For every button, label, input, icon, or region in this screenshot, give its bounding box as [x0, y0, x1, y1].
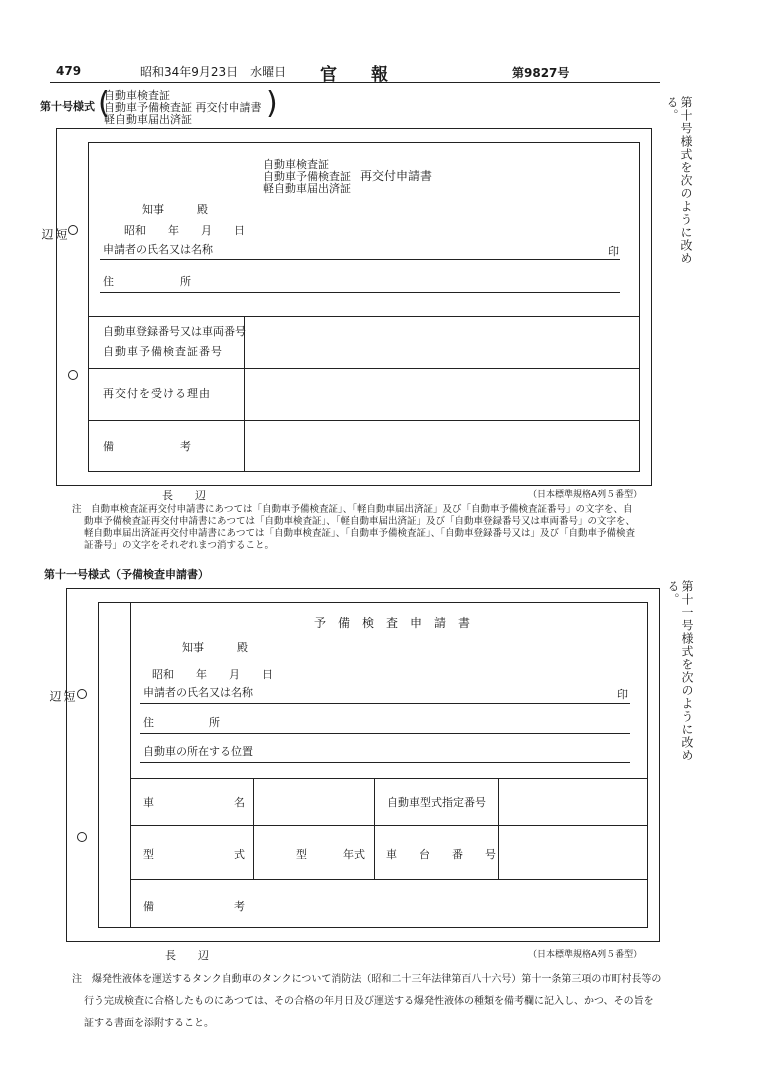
form-10-remarks-label: 備 考	[103, 440, 191, 453]
form-10-note-line-1: 注 自動車検査証再交付申請書にあつては「自動車予備検査証」、「軽自動車届出済証」及び「自動車予備検査証番号」の文字を、自	[72, 504, 633, 515]
form-11-model-year-label-a: 型	[296, 848, 307, 861]
form-11-title: 予 備 検 査 申 請 書	[314, 616, 471, 630]
form-11-applicant-label: 申請者の氏名又は名称	[143, 686, 253, 699]
form-10-long-side-label: 長 辺	[162, 489, 206, 502]
publication-title: 官 報	[320, 65, 388, 85]
form-10-punch-hole-lower	[68, 370, 78, 380]
form-11-chassis-number-label: 車 台 番 号	[386, 848, 496, 861]
header-rule	[50, 82, 660, 83]
form-10-title-suffix: 再交付申請書	[360, 169, 433, 183]
form-11-address-label: 住 所	[143, 716, 220, 729]
form-10-title-line-3: 軽自動車届出済証	[263, 182, 351, 195]
form-10-address-line	[100, 292, 620, 293]
form-10-title-line-1: 自動車検査証	[263, 158, 329, 171]
form-11-standard-label: （日本標準規格A列５番型）	[528, 950, 643, 960]
form-11-remarks-label-a: 備	[143, 900, 154, 913]
issue-number: 第9827号	[512, 66, 570, 80]
form-11-row-line-1	[131, 825, 648, 826]
form-11-remarks-label-b: 考	[234, 900, 245, 913]
form-11-note-line-1: 注 爆発性液体を運送するタンク自動車のタンクについて消防法（昭和二十三年法律第百八十六号）第十一条第三項の市町村長等の	[72, 974, 662, 985]
form-11-date-line: 昭和 年 月 日	[152, 668, 273, 681]
form-10-bracket-line-2: 自動車予備検査証 再交付申請書	[104, 101, 262, 114]
form-11-location-line	[140, 762, 630, 763]
form-10-prelim-number-label: 自動車予備検査証番号	[103, 345, 223, 358]
form-10-bracket-right: )	[266, 86, 278, 121]
form-10-date-line: 昭和 年 月 日	[124, 224, 245, 237]
form-11-applicant-line	[140, 703, 630, 704]
form-10-title-line-2: 自動車予備検査証	[263, 170, 351, 183]
form-10-table-top	[89, 316, 640, 317]
form-11-punch-hole-upper	[77, 689, 87, 699]
form-11-note-line-2: 行う完成検査に合格したものにあつては、その合格の年月日及び運送する爆発性液体の種類を備考欄に記入し、かつ、その旨を	[84, 996, 654, 1007]
form-11-car-name-label-b: 名	[234, 796, 245, 809]
form-11-label: 第十一号様式（予備検査申請書）	[44, 568, 209, 581]
form-11-col-line-3	[498, 778, 499, 879]
form-10-bracket-left: (	[98, 86, 110, 121]
form-11-col-line-2	[374, 778, 375, 879]
form-11-model-designation-label: 自動車型式指定番号	[387, 796, 486, 809]
form-10-seal-mark: 印	[608, 245, 619, 258]
form-10-row-line-2	[89, 420, 640, 421]
form-11-type-label-a: 型	[143, 848, 154, 861]
publication-date: 昭和34年9月23日 水曜日	[140, 65, 287, 79]
form-10-note-line-4: 証番号」の文字をそれぞれまつ消すること。	[84, 540, 275, 551]
form-11-long-side-label: 長 辺	[165, 949, 209, 962]
form-10-reg-number-label: 自動車登録番号又は車両番号	[103, 325, 246, 338]
form-10-inner-frame	[88, 142, 640, 472]
form-11-address-line	[140, 733, 630, 734]
form-10-row-line-1	[89, 368, 640, 369]
form-10-standard-label: （日本標準規格A列５番型）	[528, 490, 643, 500]
form-11-model-year-label-b: 年式	[343, 848, 365, 861]
form-11-punch-hole-lower	[77, 832, 87, 842]
form-10-bracket-line-3: 軽自動車届出済証	[104, 113, 192, 126]
form-10-applicant-line	[100, 259, 620, 260]
form-11-location-label: 自動車の所在する位置	[143, 745, 253, 758]
form-11-car-name-label-a: 車	[143, 796, 154, 809]
form-11-type-label-b: 式	[234, 848, 245, 861]
form-10-reason-label: 再交付を受ける理由	[103, 387, 211, 400]
form-10-punch-hole-upper	[68, 225, 78, 235]
form-11-short-side-label: 短 辺	[48, 690, 76, 754]
form-11-note-line-3: 証する書面を添附すること。	[84, 1018, 214, 1029]
form-11-table-top	[131, 778, 648, 779]
form-11-col-line-1	[253, 778, 254, 879]
form-10-label: 第十号様式	[40, 100, 95, 113]
form-11-seal-mark: 印	[617, 688, 628, 701]
form-10-bracket-line-1: 自動車検査証	[104, 89, 170, 102]
form-10-address-label: 住 所	[103, 275, 191, 288]
form-10-side-note: 第十号様式を次のように改める。	[665, 96, 693, 265]
form-10-short-side-label: 短 辺	[40, 228, 68, 292]
form-10-note-line-2: 動車予備検査証再交付申請書にあつては「自動車検査証」、「軽自動車届出済証」及び「自動車登録番号又は車両番号」の文字を、	[84, 516, 636, 527]
form-11-addressee: 知事 殿	[182, 641, 248, 654]
form-10-note-line-3: 軽自動車届出済証再交付申請書にあつては「自動車検査証」、「自動車予備検査証」、「自動車登録番号又は」及び「自動車予備検査	[84, 528, 636, 539]
form-10-applicant-label: 申請者の氏名又は名称	[103, 243, 213, 256]
page-number: 479	[56, 64, 82, 78]
form-11-row-line-2	[131, 879, 648, 880]
form-11-side-note: 第十一号様式を次のように改める。	[666, 580, 694, 762]
form-10-addressee: 知事 殿	[142, 203, 208, 216]
form-10-table-divider	[244, 316, 245, 472]
